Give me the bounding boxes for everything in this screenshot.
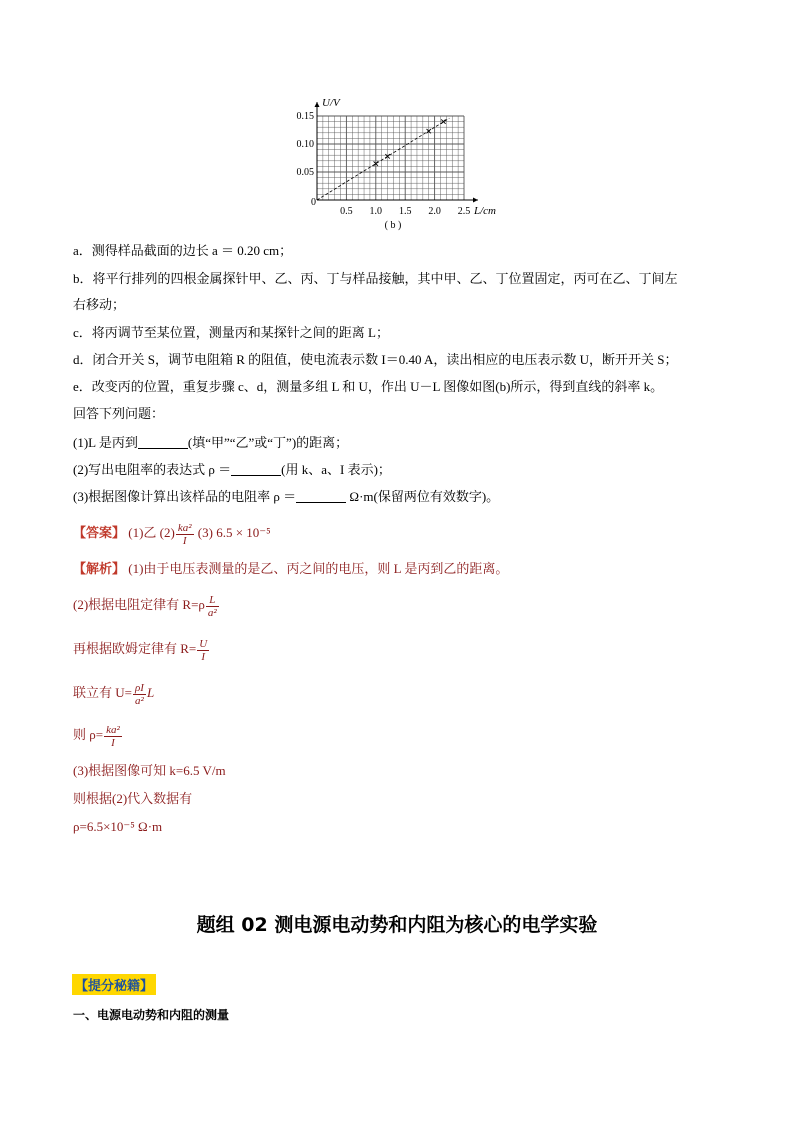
- x-tick-label: 1.0: [369, 206, 383, 217]
- q3-suffix: Ω·m(保留两位有效数字)。: [346, 489, 500, 504]
- q3-prefix: (3)根据图像计算出该样品的电阻率 ρ ＝: [73, 489, 297, 504]
- analysis-line3: 再根据欧姆定律有 R= $\frac{U}{I}$: [73, 637, 208, 663]
- x-tick-label: 2.5: [457, 206, 471, 217]
- u-l-graph: [0, 0, 794, 240]
- q2-prefix: (2)写出电阻率的表达式 ρ ＝: [73, 462, 232, 477]
- tips-badge: 【提分秘籍】: [72, 974, 156, 995]
- y-tick-label: 0.05: [296, 167, 314, 178]
- q1-prefix: (1)L 是丙到: [73, 435, 138, 450]
- y-tick-label: 0.15: [296, 111, 314, 122]
- analysis-line1: 【解析】 (1)由于电压表测量的是乙、丙之间的电压，则 L 是丙到乙的距离。: [73, 561, 509, 576]
- step-b-line1: b．将平行排列的四根金属探针甲、乙、丙、丁与样品接触，其中甲、乙、丁位置固定，丙可在乙、丁间左: [73, 271, 678, 286]
- chart-marks: [297, 111, 471, 217]
- y-axis-arrow: [315, 102, 320, 107]
- grid: [315, 102, 479, 203]
- q2-suffix: (用 k、a、I 表示)；: [281, 462, 391, 477]
- origin-label: 0: [311, 197, 316, 208]
- answer-part1: (1)乙 (2): [128, 525, 175, 540]
- analysis-line2: (2)根据电阻定律有 R=ρ $\frac{L}{\text{a²}}$: [73, 593, 217, 619]
- step-d: d．闭合开关 S，调节电阻箱 R 的阻值，使电流表示数 I＝0.40 A，读出相应的电压表示数 U，断开开关 S；: [73, 352, 678, 367]
- y-axis-label: U/V: [322, 97, 340, 109]
- chart-caption: ( b ): [384, 220, 402, 231]
- q3-blank[interactable]: [296, 490, 346, 503]
- q1-suffix: (填“甲”“乙”或“丁”)的距离；: [187, 435, 349, 450]
- question-3: [73, 488, 499, 506]
- analysis-line8: ρ=6.5×10⁻⁵ Ω·m: [73, 819, 163, 834]
- x-axis-arrow: [473, 198, 478, 203]
- analysis-line5: 则 ρ= $\frac{\text{ka²}}{I}$: [73, 723, 120, 749]
- question-2: [73, 461, 391, 479]
- subsection-title: 一、电源电动势和内阻的测量: [73, 1008, 230, 1022]
- answer-tag: 【答案】: [73, 525, 126, 540]
- step-e: e．改变丙的位置，重复步骤 c、d，测量多组 L 和 U，作出 U－L 图像如图(b)所示，得到直线的斜率 k。: [73, 379, 664, 394]
- step-a: a．测得样品截面的边长 a ＝ 0.20 cm；: [73, 243, 293, 258]
- analysis-line7: 则根据(2)代入数据有: [73, 791, 193, 806]
- questions-intro: 回答下列问题：: [73, 406, 165, 421]
- x-tick-label: 2.0: [428, 206, 441, 217]
- answer-fraction: $\frac{\text{ka²}}{I}$: [177, 521, 192, 547]
- step-b-line2: 右移动；: [73, 297, 126, 312]
- x-tick-label: 0.5: [340, 206, 353, 217]
- analysis-line4: 联立有 U= $\frac{\rho I}{\text{a²}}$ L: [73, 681, 155, 707]
- question-1: [73, 434, 348, 452]
- x-axis-label: L/cm: [474, 205, 496, 217]
- y-tick-label: 0.10: [296, 139, 314, 150]
- q2-blank[interactable]: [231, 463, 281, 476]
- analysis-line6: (3)根据图像可知 k=6.5 V/m: [73, 763, 226, 778]
- answer-part3: (3) 6.5 × 10⁻⁵: [197, 525, 271, 540]
- x-tick-label: 1.5: [398, 206, 412, 217]
- answer-line: [73, 520, 271, 547]
- step-c: c．将丙调节至某位置，测量丙和某探针之间的距离 L；: [73, 325, 389, 340]
- q1-blank[interactable]: [138, 436, 188, 449]
- analysis-tag: 【解析】: [73, 561, 126, 576]
- section-heading: 题组 02 测电源电动势和内阻为核心的电学实验: [196, 914, 598, 936]
